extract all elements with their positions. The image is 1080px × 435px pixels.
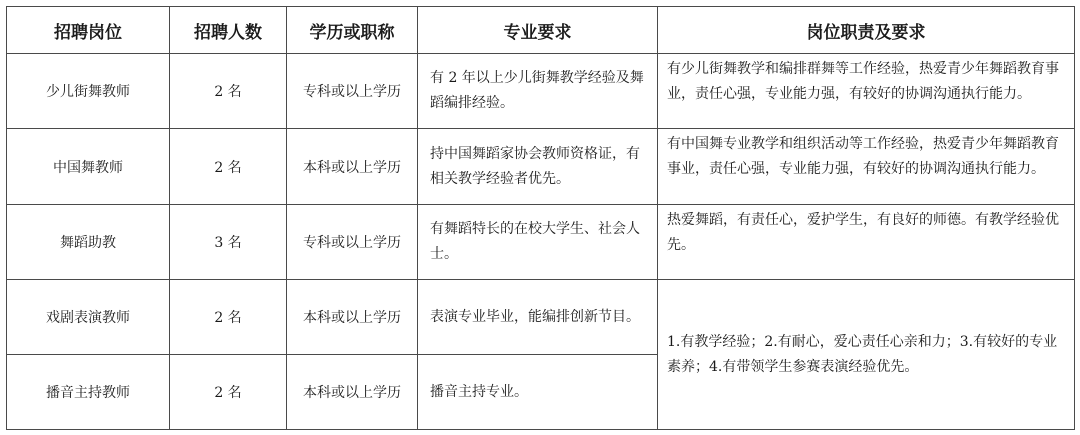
header-count: 招聘人数 [170, 7, 287, 54]
shared-duties-cell: 1.有教学经验；2.有耐心，爱心责任心亲和力；3.有较好的专业素养；4.有带领学生参赛表演经验优先。 [658, 280, 1075, 430]
duties-cell: 热爱舞蹈，有责任心，爱护学生，有良好的师德。有教学经验优先。 [658, 205, 1075, 280]
position-cell: 舞蹈助教 [7, 205, 170, 280]
duties-cell: 有中国舞专业教学和组织活动等工作经验，热爱青少年舞蹈教育事业，责任心强，专业能力强，有较好的协调沟通执行能力。 [658, 129, 1075, 205]
header-row [7, 7, 1075, 54]
education-cell: 本科或以上学历 [287, 355, 418, 430]
education-cell: 本科或以上学历 [287, 280, 418, 355]
education-cell: 专科或以上学历 [287, 205, 418, 280]
table-row [7, 54, 1075, 129]
major-cell: 播音主持专业。 [418, 355, 658, 430]
header-education: 学历或职称 [287, 7, 418, 54]
table-row [7, 129, 1075, 205]
table-row [7, 280, 1075, 355]
position-cell: 少儿街舞教师 [7, 54, 170, 129]
position-cell: 播音主持教师 [7, 355, 170, 430]
position-cell: 戏剧表演教师 [7, 280, 170, 355]
count-cell: 2 名 [170, 355, 287, 430]
major-cell: 有舞蹈特长的在校大学生、社会人士。 [418, 205, 658, 280]
table-row [7, 205, 1075, 280]
recruitment-table [6, 6, 1075, 430]
count-cell: 2 名 [170, 54, 287, 129]
education-cell: 专科或以上学历 [287, 54, 418, 129]
education-cell: 本科或以上学历 [287, 129, 418, 205]
major-cell: 持中国舞蹈家协会教师资格证，有相关教学经验者优先。 [418, 129, 658, 205]
header-position: 招聘岗位 [7, 7, 170, 54]
major-cell: 有 2 年以上少儿街舞教学经验及舞蹈编排经验。 [418, 54, 658, 129]
major-cell: 表演专业毕业，能编排创新节目。 [418, 280, 658, 355]
header-duties: 岗位职责及要求 [658, 7, 1075, 54]
duties-cell: 有少儿街舞教学和编排群舞等工作经验，热爱青少年舞蹈教育事业，责任心强，专业能力强，有较好的协调沟通执行能力。 [658, 54, 1075, 129]
count-cell: 3 名 [170, 205, 287, 280]
header-major: 专业要求 [418, 7, 658, 54]
position-cell: 中国舞教师 [7, 129, 170, 205]
count-cell: 2 名 [170, 129, 287, 205]
count-cell: 2 名 [170, 280, 287, 355]
